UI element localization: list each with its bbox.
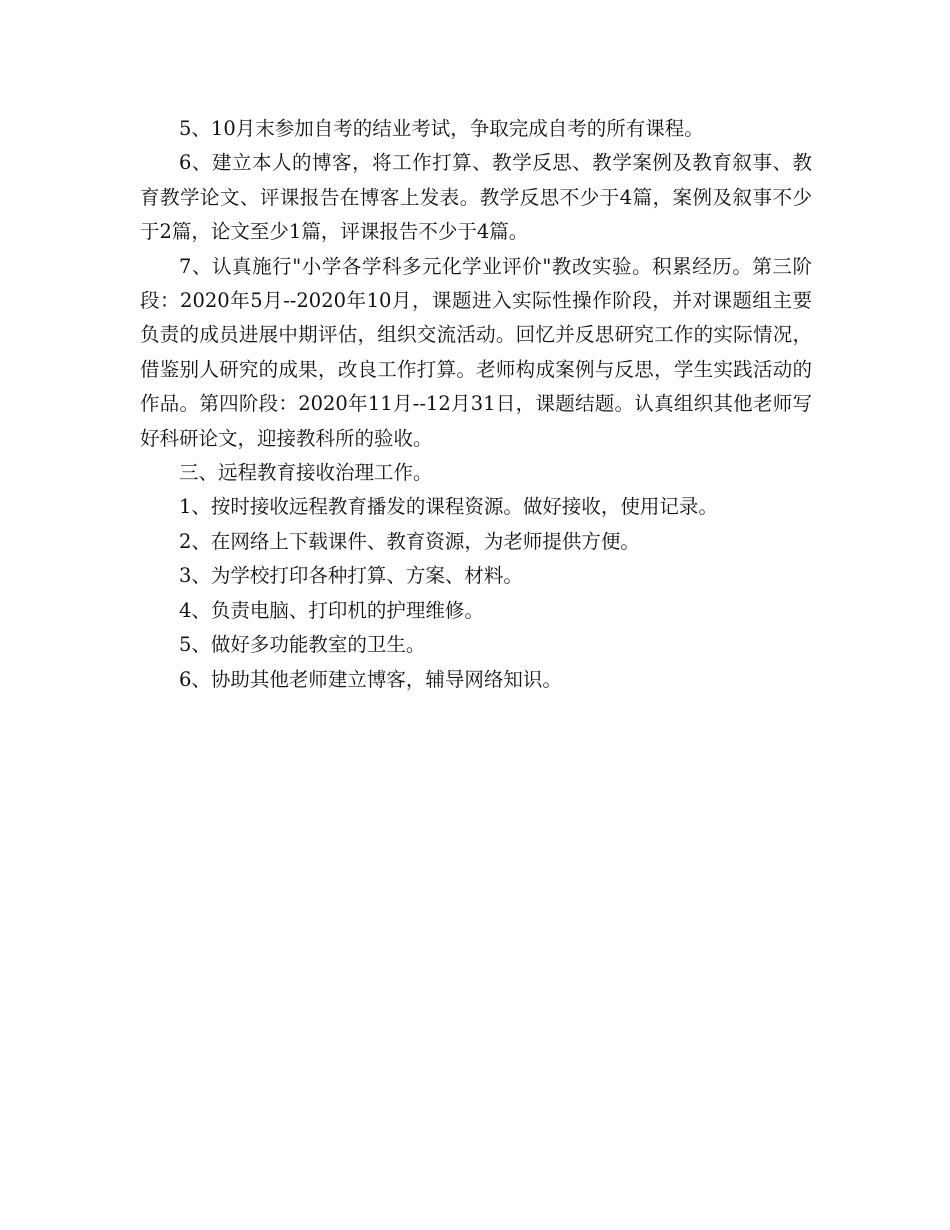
- paragraph-item-5-exam: 5、10月末参加自考的结业考试，争取完成自考的所有课程。: [179, 117, 704, 140]
- section-heading-remote-education: 三、远程教育接收治理工作。: [179, 461, 433, 485]
- paragraph-item-7-experiment: 7、认真施行"小学各学科多元化学业评价"教改实验。积累经历。第三阶段：2020年5月--2020年10月，课题进入实际性操作阶段，并对课题组主要负责的成员进展中期评估，组织交流活动。回忆并反思研究工作的实际情况，借鉴别人研究的成果，改良工作打算。老师构成案例与反思，学生实践活动的作品。第四阶段：2020年11月--12月31日，课题结题。认真组织其他老师写好科研论文，迎接教科所的验收。: [140, 254, 812, 450]
- paragraph-item-2-download: 2、在网络上下载课件、教育资源，为老师提供方便。: [179, 529, 640, 553]
- document-body: [140, 112, 812, 697]
- paragraph-item-5-hygiene: 5、做好多功能教室的卫生。: [179, 633, 426, 657]
- paragraph-item-1-receive: 1、按时接收远程教育播发的课程资源。做好接收，使用记录。: [179, 495, 718, 519]
- paragraph-item-6-blog: 6、建立本人的博客，将工作打算、教学反思、教学案例及教育叙事、教育教学论文、评课报告在博客上发表。教学反思不少于4篇，案例及叙事不少于2篇，论文至少1篇，评课报告不少于4篇。: [140, 151, 812, 244]
- paragraph-item-6-assist: 6、协助其他老师建立博客，辅导网络知识。: [179, 667, 562, 691]
- paragraph-item-3-print: 3、为学校打印各种打算、方案、材料。: [179, 564, 523, 588]
- paragraph-item-4-maintenance: 4、负责电脑、打印机的护理维修。: [179, 598, 484, 622]
